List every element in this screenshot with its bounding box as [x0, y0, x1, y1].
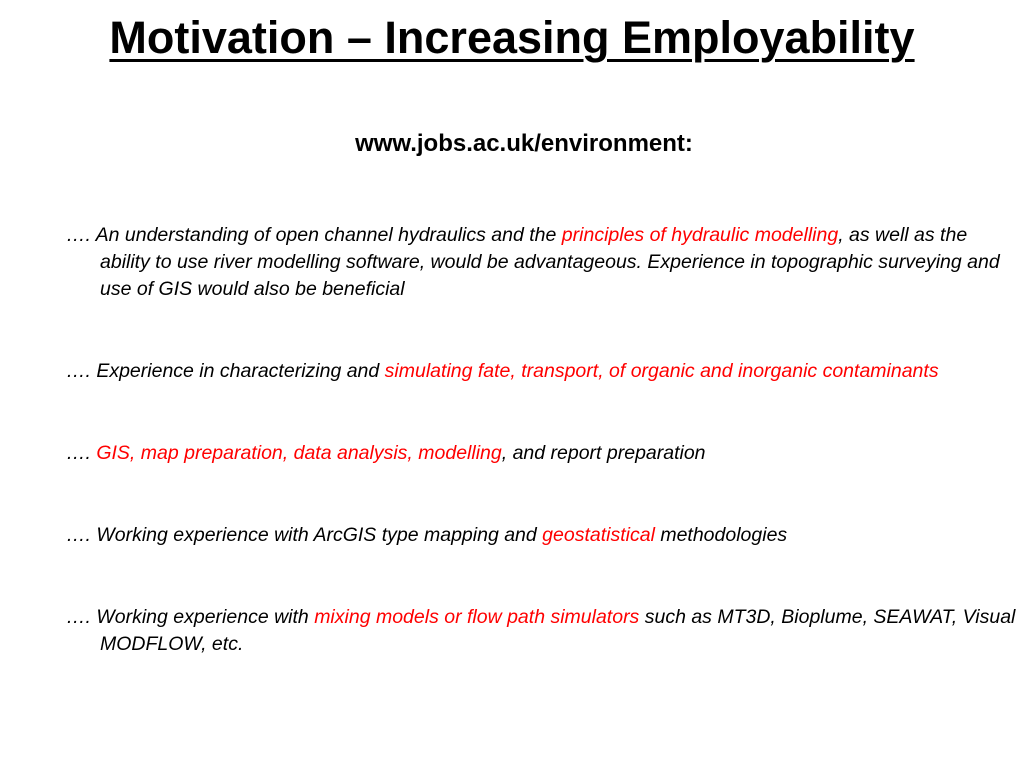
bullet-highlight: simulating fate, transport, of organic and inorganic contaminants [384, 360, 939, 382]
bullet-text: methodologies [654, 524, 788, 546]
bullet-highlight: GIS, map preparation, data analysis, modelling [96, 442, 502, 464]
bullet-item [66, 358, 1016, 385]
slide-title: Motivation – Increasing Employability [109, 12, 915, 63]
bullet-text: …. Experience in characterizing and [66, 360, 385, 382]
bullet-highlight: principles of hydraulic modelling [561, 224, 839, 246]
bullet-text: …. An understanding of open channel hydraulics and the [66, 224, 562, 246]
bullet-item [66, 440, 1016, 467]
slide-subtitle-url: www.jobs.ac.uk/environment: [355, 130, 693, 157]
bullet-item [66, 522, 1016, 549]
bullet-item [66, 604, 1016, 658]
bullet-text: such as MT3D, Bioplume, SEAWAT, Visual MODFLOW, etc. [100, 606, 1016, 655]
bullet-item [66, 222, 1016, 303]
bullet-text: …. [66, 442, 97, 464]
bullet-highlight: geostatistical [542, 524, 655, 546]
bullet-text: , as well as the ability to use river modelling software, would be advantageous. Experience in topographic surveying and use of GIS would also be beneficial [100, 224, 1000, 300]
bullet-highlight: mixing models or flow path simulators [314, 606, 640, 628]
bullet-text: , and report preparation [501, 442, 706, 464]
bullet-text: …. Working experience with [66, 606, 315, 628]
bullet-list [66, 222, 1016, 658]
bullet-text: …. Working experience with ArcGIS type mapping and [66, 524, 543, 546]
